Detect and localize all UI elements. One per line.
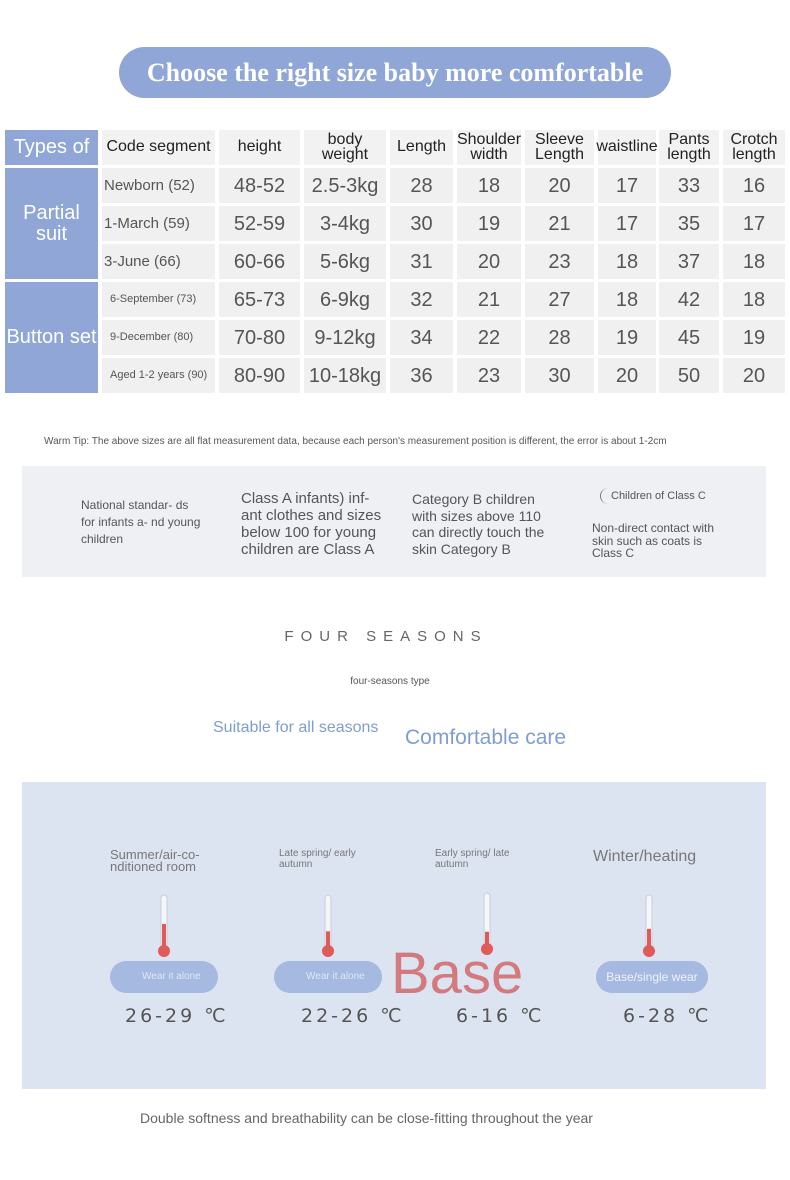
wear-tag-late-spring: Wear it alone <box>274 961 382 993</box>
table-cell-length: 32 <box>390 282 453 317</box>
size-chart-table <box>5 130 785 396</box>
table-cell-shoulder: 22 <box>457 320 521 355</box>
table-cell-crotch: 18 <box>723 244 785 279</box>
class-c-text: Non-direct contact with skin such as coats is Class C <box>592 521 715 560</box>
table-cell-waist: 20 <box>598 358 656 393</box>
table-cell-waist: 17 <box>598 206 656 241</box>
four-seasons-subheading: four-seasons type <box>350 676 430 687</box>
table-cell-height: 80-90 <box>219 358 300 393</box>
temperature-late-spring: 22-26 ℃ <box>301 1005 405 1027</box>
table-cell-crotch: 19 <box>723 320 785 355</box>
table-cell-sleeve: 20 <box>525 168 594 203</box>
table-header-cell: Pants length <box>659 130 719 165</box>
table-header-types: Types of <box>5 130 98 165</box>
table-cell-weight: 9-12kg <box>304 320 386 355</box>
table-cell-length: 36 <box>390 358 453 393</box>
table-cell-pants: 33 <box>659 168 719 203</box>
table-cell-sleeve: 27 <box>525 282 594 317</box>
page-banner: Choose the right size baby more comfortable <box>119 47 671 98</box>
table-cell-height: 60-66 <box>219 244 300 279</box>
table-header-cell: Sleeve Length <box>525 130 594 165</box>
table-cell-pants: 42 <box>659 282 719 317</box>
warm-tip: Warm Tip: The above sizes are all flat measurement data, because each person's measurement position is different, the error is about 1-2cm <box>44 436 667 447</box>
code-segment-cell: Newborn (52) <box>102 168 215 203</box>
table-cell-waist: 19 <box>598 320 656 355</box>
feature-suitable-all-seasons: Suitable for all seasons <box>213 719 379 736</box>
table-cell-height: 52-59 <box>219 206 300 241</box>
thermometer-icon <box>321 894 335 958</box>
season-label-late-spring: Late spring/ early autumn <box>279 848 356 870</box>
temperature-winter: 6-28 ℃ <box>623 1005 712 1027</box>
national-standard-text: National standar- ds for infants a- nd young children <box>81 498 201 546</box>
thermometer-icon <box>157 894 171 958</box>
table-cell-shoulder: 18 <box>457 168 521 203</box>
table-cell-weight: 5-6kg <box>304 244 386 279</box>
season-label-early-spring: Early spring/ late autumn <box>435 848 510 870</box>
table-cell-sleeve: 28 <box>525 320 594 355</box>
table-header-cell: Code segment <box>102 130 215 165</box>
table-header-cell: Length <box>390 130 453 165</box>
table-cell-pants: 50 <box>659 358 719 393</box>
season-label-winter: Winter/heating <box>593 848 697 865</box>
footer-text: Double softness and breathability can be close-fitting throughout the year <box>140 1110 593 1126</box>
table-cell-crotch: 17 <box>723 206 785 241</box>
wear-tag-winter: Base/single wear <box>596 961 708 993</box>
table-cell-length: 31 <box>390 244 453 279</box>
table-header-cell: body weight <box>304 130 386 165</box>
table-cell-height: 70-80 <box>219 320 300 355</box>
table-cell-shoulder: 23 <box>457 358 521 393</box>
feature-comfortable-care: Comfortable care <box>405 726 567 749</box>
table-cell-waist: 18 <box>598 244 656 279</box>
table-header-cell: Crotch length <box>723 130 785 165</box>
table-cell-length: 34 <box>390 320 453 355</box>
class-a-text: Class A infants) inf- ant clothes and sizes below 100 for young children are Class A <box>241 490 382 558</box>
temperature-early-spring: 6-16 ℃ <box>456 1005 545 1027</box>
table-cell-sleeve: 23 <box>525 244 594 279</box>
table-cell-pants: 35 <box>659 206 719 241</box>
table-cell-pants: 37 <box>659 244 719 279</box>
table-cell-sleeve: 30 <box>525 358 594 393</box>
code-segment-cell: Aged 1-2 years (90) <box>102 358 215 393</box>
table-cell-waist: 18 <box>598 282 656 317</box>
code-segment-cell: 9-December (80) <box>102 320 215 355</box>
table-cell-height: 65-73 <box>219 282 300 317</box>
code-segment-cell: 1-March (59) <box>102 206 215 241</box>
class-c-tag: Children of Class C <box>600 488 706 504</box>
table-cell-height: 48-52 <box>219 168 300 203</box>
table-cell-sleeve: 21 <box>525 206 594 241</box>
group-label: Partial suit <box>5 168 98 279</box>
table-header-cell: waistline <box>598 130 656 165</box>
table-cell-crotch: 18 <box>723 282 785 317</box>
class-b-text: Category B children with sizes above 110 can directly touch the skin Category B <box>412 491 545 557</box>
group-label: Button set <box>5 282 98 393</box>
table-cell-crotch: 16 <box>723 168 785 203</box>
temperature-summer: 26-29 ℃ <box>125 1005 229 1027</box>
season-label-summer: Summer/air-co- nditioned room <box>110 847 200 874</box>
code-segment-cell: 3-June (66) <box>102 244 215 279</box>
table-cell-waist: 17 <box>598 168 656 203</box>
table-cell-pants: 45 <box>659 320 719 355</box>
table-cell-weight: 2.5-3kg <box>304 168 386 203</box>
table-cell-weight: 6-9kg <box>304 282 386 317</box>
table-cell-weight: 3-4kg <box>304 206 386 241</box>
table-cell-weight: 10-18kg <box>304 358 386 393</box>
table-header-cell: height <box>219 130 300 165</box>
wear-tag-summer: Wear it alone <box>110 961 218 993</box>
table-header-cell: Shoulder width <box>457 130 521 165</box>
wear-tag-early-spring: Base <box>391 941 524 1006</box>
table-cell-crotch: 20 <box>723 358 785 393</box>
thermometer-icon <box>642 894 656 958</box>
table-cell-shoulder: 19 <box>457 206 521 241</box>
code-segment-cell: 6-September (73) <box>102 282 215 317</box>
table-cell-shoulder: 21 <box>457 282 521 317</box>
clothing-class-box <box>22 466 766 577</box>
table-cell-length: 28 <box>390 168 453 203</box>
table-cell-length: 30 <box>390 206 453 241</box>
table-cell-shoulder: 20 <box>457 244 521 279</box>
four-seasons-heading: FOUR SEASONS <box>284 628 488 645</box>
